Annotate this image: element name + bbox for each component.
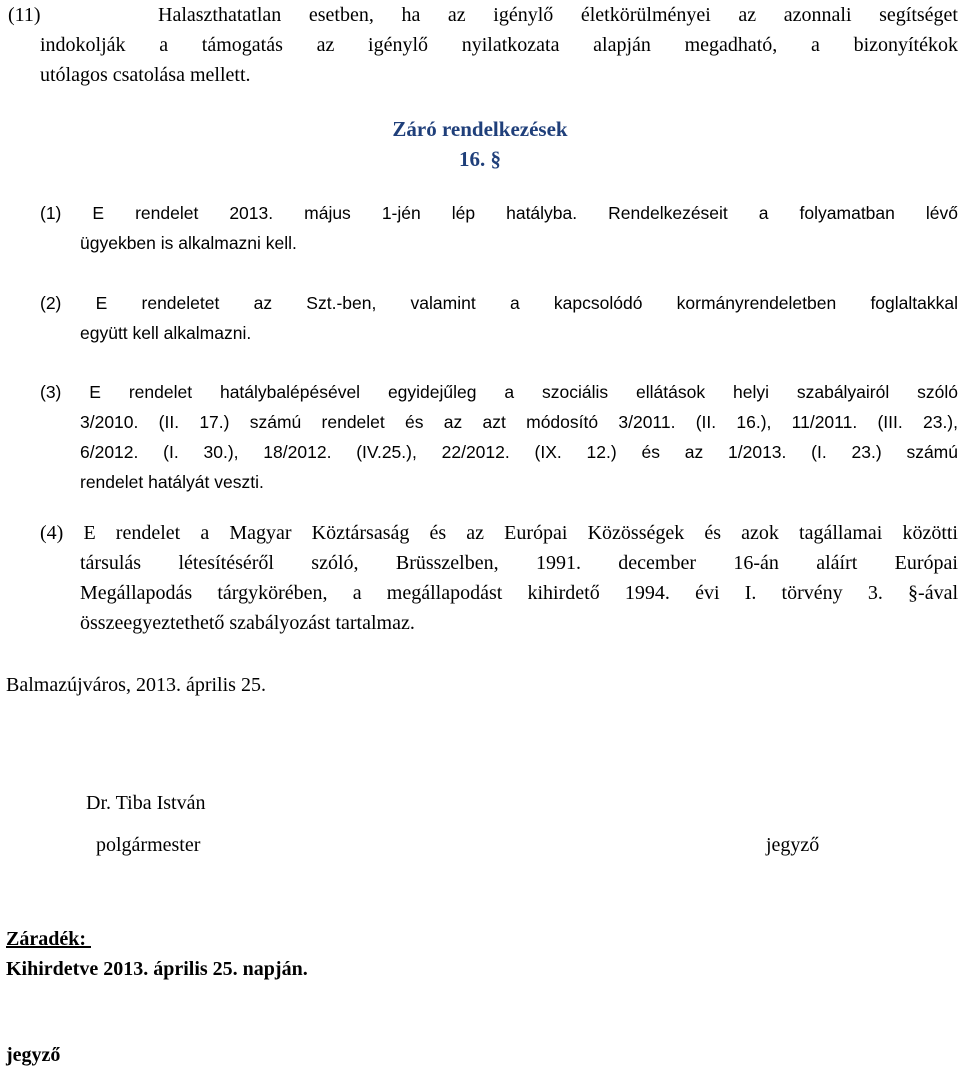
clause-signer: jegyző [6,1044,61,1066]
paragraph-1 [40,198,958,258]
paragraph-2-line: együtt kell alkalmazni. [80,323,252,343]
paragraph-11-line: utólagos csatolása mellett. [40,64,251,86]
paragraph-11-body [40,0,958,90]
place-date: Balmazújváros, 2013. április 25. [6,674,266,696]
notary-title: jegyző [766,834,820,856]
paragraph-3 [40,377,958,497]
mayor-name: Dr. Tiba István [86,792,206,814]
paragraph-2-line: (2) E rendeletet az Szt.-ben, valamint a kapcsolódó kormányrendeletben foglaltakkal [40,293,958,313]
mayor-title: polgármester [96,834,201,856]
paragraph-3-line: (3) E rendelet hatálybalépésével egyidejűleg a szociális ellátások helyi szabályairól szóló [40,382,958,402]
paragraph-11-line: indokolják a támogatás az igénylő nyilatkozata alapján megadható, a bizonyítékok [40,34,958,56]
section-number: 16. § [459,147,501,171]
paragraph-2 [40,288,958,348]
paragraph-1-line: ügyekben is alkalmazni kell. [80,233,297,253]
paragraph-3-line: 3/2010. (II. 17.) számú rendelet és az azt módosító 3/2011. (II. 16.), 11/2011. (III. 23.), [80,412,958,432]
paragraph-4-line: összeegyeztethető szabályozást tartalmaz. [80,612,415,634]
paragraph-4-line: Megállapodás tárgykörében, a megállapodást kihirdető 1994. évi I. törvény 3. §-ával [80,582,958,604]
paragraph-4-line: társulás létesítéséről szóló, Brüsszelben, 1991. december 16-án aláírt Európai [80,552,958,574]
paragraph-3-line: 6/2012. (I. 30.), 18/2012. (IV.25.), 22/2012. (IX. 12.) és az 1/2013. (I. 23.) számú [80,442,958,462]
paragraph-11-line: Halaszthatatlan esetben, ha az igénylő életkörülményei az azonnali segítséget [158,4,958,26]
paragraph-1-line: (1) E rendelet 2013. május 1-jén lép hatályba. Rendelkezéseit a folyamatban lévő [40,203,958,223]
clause-title: Záradék: [6,928,91,950]
paragraph-3-line: rendelet hatályát veszti. [80,472,264,492]
paragraph-11-number: (11) [8,4,41,26]
paragraph-4 [40,518,958,638]
clause-text: Kihirdetve 2013. április 25. napján. [6,958,308,980]
section-title: Záró rendelkezések [392,117,568,141]
paragraph-4-line: (4) E rendelet a Magyar Köztársaság és az Európai Közösségek és azok tagállamai közötti [40,522,958,544]
